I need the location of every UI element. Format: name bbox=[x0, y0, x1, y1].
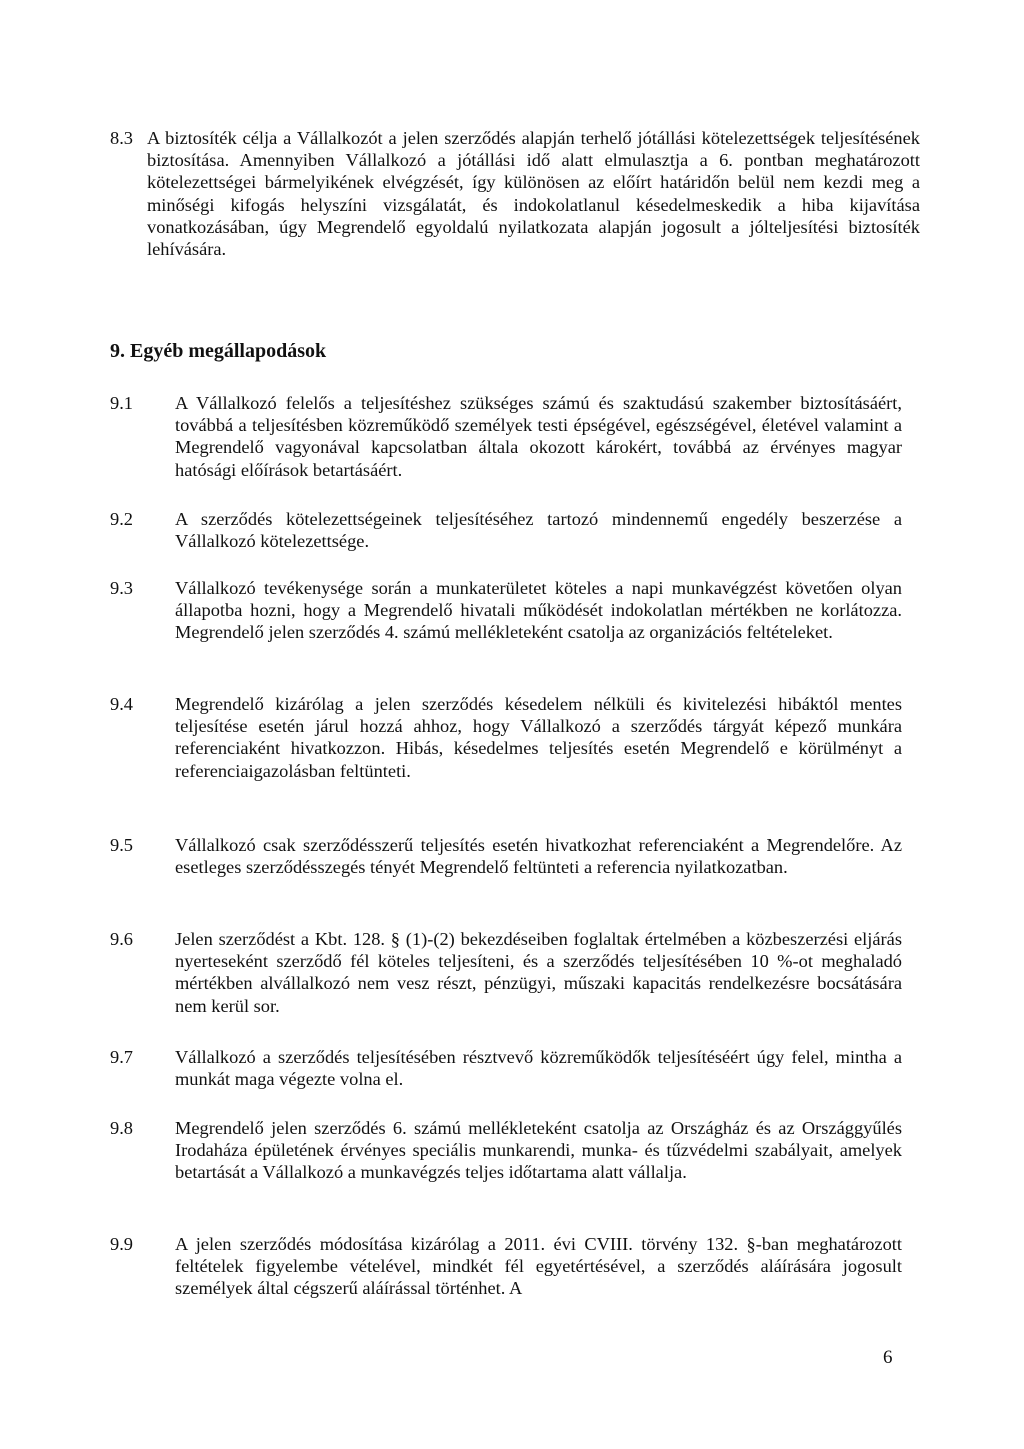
clause-text: A biztosíték célja a Vállalkozót a jelen szerződés alapján terhelő jótállási kötelezettségek teljesítésének biztosítása. Amennyiben Vállalkozó a jótállási idő alatt elmulasztja a 6. pontban meghatározott kötelezettségei bármelyikének elvégzését, így különösen az előírt határidőn belül nem kezdi meg a minőségi kifogás helyszíni vizsgálatát, és indokolatlanul késedelmeskedik a hiba kijavítása vonatkozásában, úgy Megrendelő egyoldalú nyilatkozata alapján jogosult a jólteljesítési biztosíték lehívására. bbox=[147, 128, 920, 260]
clause-text: A Vállalkozó felelős a teljesítéshez szükséges számú és szaktudású szakember biztosításáért, továbbá a teljesítésben közreműködő személyek testi épségével, egészségével, életével valamint a Megrendelő vagyonával kapcsolatban általa okozott károkért, továbbá az érvényes magyar hatósági előírások betartásáért. bbox=[175, 393, 902, 480]
clause-text: Vállalkozó csak szerződésszerű teljesítés esetén hivatkozhat referenciaként a Megrendelőre. Az esetleges szerződésszegés tényét Megrendelő feltünteti a referencia nyilatkozatban. bbox=[175, 835, 902, 878]
clause-9-6 bbox=[110, 928, 902, 1017]
clause-text: Jelen szerződést a Kbt. 128. § (1)-(2) bekezdéseiben foglaltak értelmében a közbeszerzési eljárás nyerteseként szerződő fél köteles teljesíteni, és a szerződés teljesítésében 10 %-ot meghaladó mértékben alvállalkozó nem vesz részt, pénzügyi, műszaki kapacitás rendelkezésre bocsátására nem kerül sor. bbox=[175, 929, 902, 1016]
clause-number: 9.8 bbox=[110, 1118, 133, 1138]
clause-9-2 bbox=[110, 508, 902, 552]
clause-number: 9.9 bbox=[110, 1234, 133, 1254]
clause-9-9 bbox=[110, 1233, 902, 1300]
section-heading: 9. Egyéb megállapodások bbox=[110, 340, 327, 362]
clause-8-3 bbox=[110, 127, 920, 260]
clause-9-7 bbox=[110, 1046, 902, 1090]
clause-text: Megrendelő kizárólag a jelen szerződés késedelem nélküli és kivitelezési hibáktól mentes teljesítése esetén járul hozzá ahhoz, hogy Vállalkozó a szerződés tárgyát képező munkára referenciaként hivatkozzon. Hibás, késedelmes teljesítés esetén Megrendelő e körülményt a referenciaigazolásban feltünteti. bbox=[175, 694, 902, 781]
clause-text: Vállalkozó a szerződés teljesítésében résztvevő közreműködők teljesítéséért úgy felel, mintha a munkát maga végezte volna el. bbox=[175, 1047, 902, 1090]
clause-number: 9.6 bbox=[110, 929, 133, 949]
clause-9-3 bbox=[110, 577, 902, 644]
clause-number: 8.3 bbox=[110, 128, 133, 148]
clause-number: 9.7 bbox=[110, 1047, 133, 1067]
clause-text: Megrendelő jelen szerződés 6. számú mellékleteként csatolja az Országház és az Országgyűlés Irodaháza épületének érvényes speciális munkarendi, munka- és tűzvédelmi szabályait, amelyek betartását a Vállalkozó a munkavégzés teljes időtartama alatt vállalja. bbox=[175, 1118, 902, 1183]
clause-text: Vállalkozó tevékenysége során a munkaterületet köteles a napi munkavégzést követően olyan állapotba hozni, hogy a Megrendelő hivatali működését indokolatlan mértékben ne korlátozza. Megrendelő jelen szerződés 4. számú mellékleteként csatolja az organizációs feltételeket. bbox=[175, 578, 902, 643]
clause-9-4 bbox=[110, 693, 902, 782]
clause-number: 9.2 bbox=[110, 509, 133, 529]
clause-text: A jelen szerződés módosítása kizárólag a 2011. évi CVIII. törvény 132. §-ban meghatározott feltételek figyelembe vételével, mindkét fél egyetértésével, a szerződés aláírására jogosult személyek által cégszerű aláírással történhet. A bbox=[175, 1234, 902, 1299]
clause-number: 9.4 bbox=[110, 694, 133, 714]
clause-text: A szerződés kötelezettségeinek teljesítéséhez tartozó mindennemű engedély beszerzése a Vállalkozó kötelezettsége. bbox=[175, 509, 902, 552]
clause-number: 9.5 bbox=[110, 835, 133, 855]
clause-9-1 bbox=[110, 392, 902, 481]
clause-number: 9.3 bbox=[110, 578, 133, 598]
clause-9-8 bbox=[110, 1117, 902, 1184]
page-number: 6 bbox=[883, 1347, 893, 1368]
clause-number: 9.1 bbox=[110, 393, 133, 413]
clause-9-5 bbox=[110, 834, 902, 878]
